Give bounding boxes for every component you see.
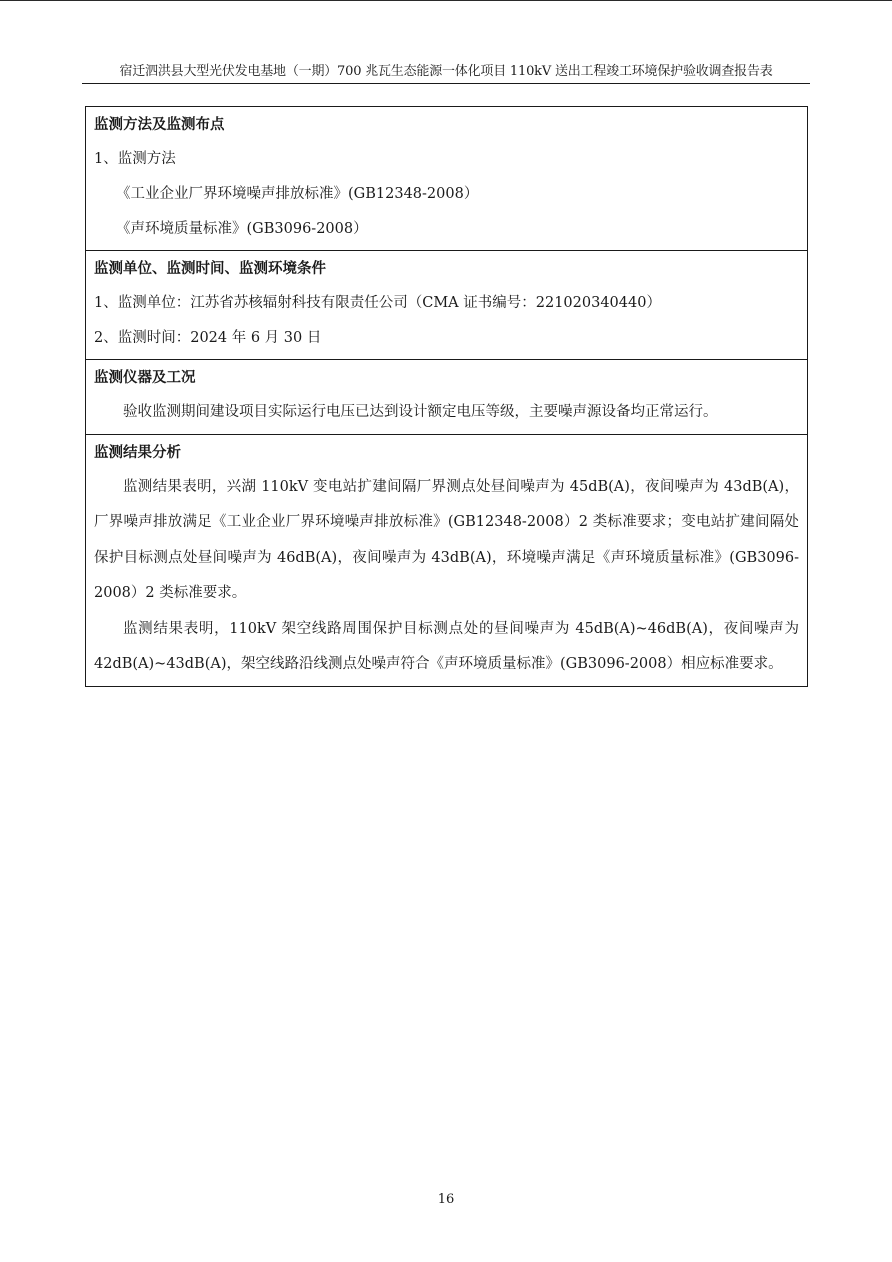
section-monitoring-instrument (86, 359, 807, 434)
section-title-monitoring-instrument: 监测仪器及工况 (94, 369, 196, 386)
method-item-1: 1、监测方法 (94, 151, 176, 167)
report-table (85, 106, 808, 687)
monitoring-unit: 1、监测单位：江苏省苏核辐射科技有限责任公司（CMA 证书编号：221020340440） (94, 295, 661, 311)
section-monitoring-results (86, 434, 807, 686)
page-number: 16 (437, 1192, 455, 1207)
section-monitoring-method (86, 107, 807, 250)
section-title-monitoring-unit: 监测单位、监测时间、监测环境条件 (94, 260, 326, 277)
page-header: 宿迁泗洪县大型光伏发电基地（一期）700 兆瓦生态能源一体化项目 110kV 送出工程竣工环境保护验收调查报告表 (82, 62, 810, 84)
section-monitoring-unit (86, 250, 807, 359)
instrument-condition-text: 验收监测期间建设项目实际运行电压已达到设计额定电压等级，主要噪声源设备均正常运行。 (123, 404, 718, 420)
results-paragraph-overhead-line: 监测结果表明，110kV 架空线路周围保护目标测点处的昼间噪声为 45dB(A)~46dB(A)，夜间噪声为 42dB(A)~43dB(A)，架空线路沿线测点处噪声符合《声环境质量标准》(GB3096-2008）相应标准要求。 (94, 620, 799, 672)
top-border-line (0, 0, 892, 1)
monitoring-time: 2、监测时间：2024 年 6 月 30 日 (94, 330, 322, 346)
section-title-monitoring-results: 监测结果分析 (94, 443, 181, 461)
results-paragraph-substation: 监测结果表明，兴湖 110kV 变电站扩建间隔厂界测点处昼间噪声为 45dB(A)，夜间噪声为 43dB(A)，厂界噪声排放满足《工业企业厂界环境噪声排放标准》(GB12348-2008）2 类标准要求；变电站扩建间隔处保护目标测点处昼间噪声为 46dB(A)，夜间噪声为 43dB(A)，环境噪声满足《声环境质量标准》(GB3096-2008）2 类标准要求。 (94, 478, 799, 601)
standard-gb3096: 《声环境质量标准》(GB3096-2008） (116, 221, 368, 237)
standard-gb12348: 《工业企业厂界环境噪声排放标准》(GB12348-2008） (116, 186, 479, 202)
section-title-monitoring-method: 监测方法及监测布点 (94, 116, 225, 133)
